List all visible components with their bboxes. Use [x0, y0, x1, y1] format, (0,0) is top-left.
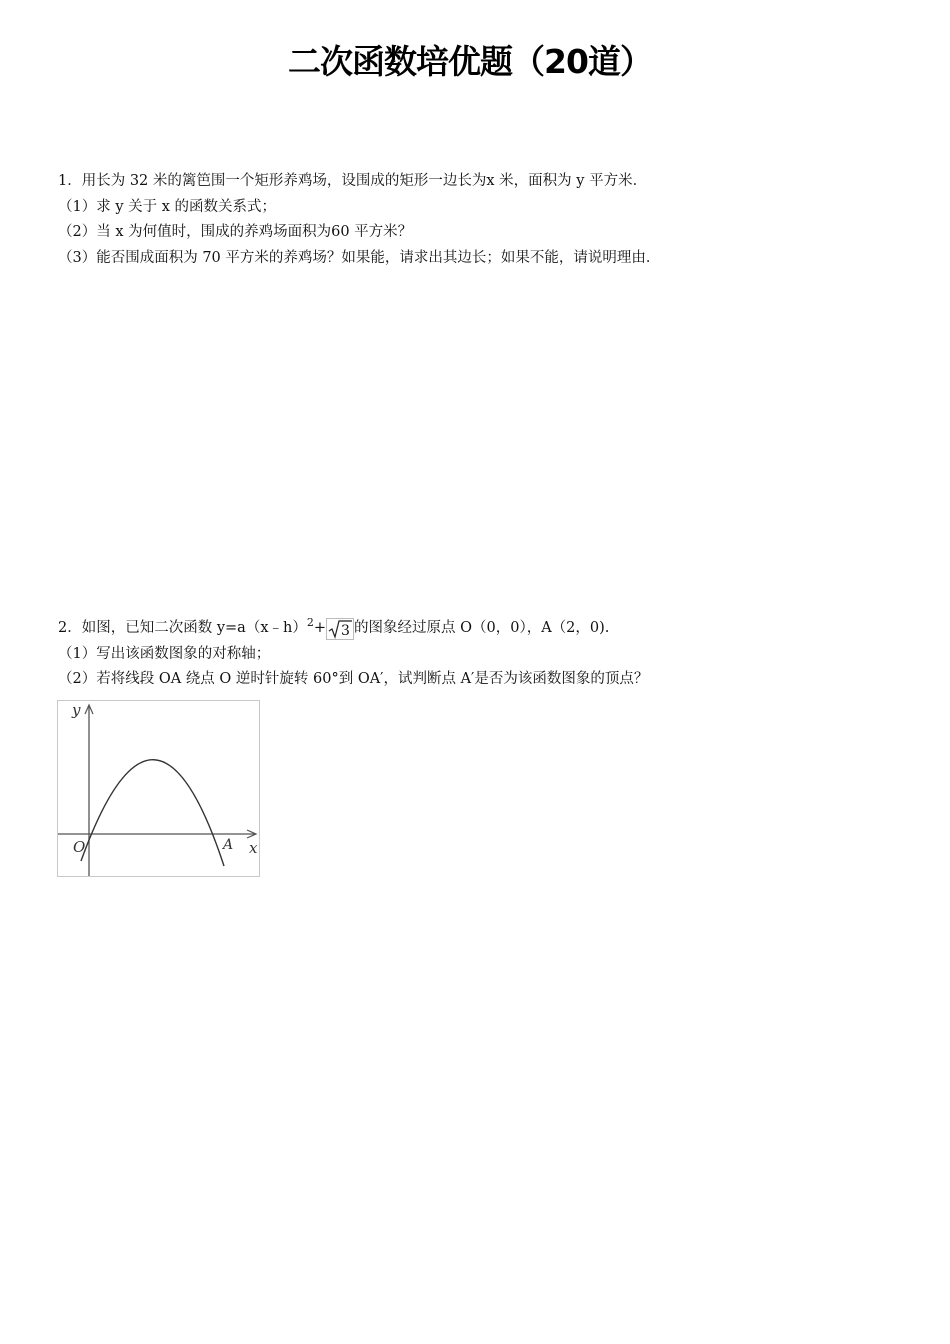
point-a-label: A: [223, 837, 234, 853]
radicand: 3: [341, 623, 350, 639]
question-2-part-1: （1）写出该函数图象的对称轴；: [58, 645, 271, 662]
question-1: [58, 169, 660, 271]
origin-label: O: [73, 838, 86, 856]
question-1-part-2: （2）当 x 为何值时，围成的养鸡场面积为60 平方米？: [58, 224, 413, 240]
document-title: 二次函数培优题（20道）: [288, 42, 652, 81]
parabola-graph: [58, 701, 259, 876]
question-1-part-3: （3）能否围成面积为 70 平方米的养鸡场？如果能，请求出其边长；如果不能，请说明理由．: [58, 249, 661, 266]
stem-prefix: 2．如图，已知二次函数 y=a（x﹣h）: [58, 620, 307, 636]
exponent: 2: [306, 616, 314, 629]
y-axis-label: y: [72, 701, 81, 719]
question-1-stem: 1．用长为 32 米的篱笆围一个矩形养鸡场，设围成的矩形一边长为x 米，面积为 y 平方米．: [58, 173, 648, 189]
question-2: [58, 616, 648, 693]
sqrt-icon: [326, 618, 354, 640]
parabola-curve: [81, 760, 224, 866]
sqrt-expression: [326, 617, 354, 643]
question-1-part-1: （1）求 y 关于 x 的函数关系式；: [58, 198, 277, 215]
question-2-stem: [58, 616, 648, 642]
question-2-part-2: （2）若将线段 OA 绕点 O 逆时针旋转 60°到 OA′，试判断点 A′是否为该函数图象的顶点？: [58, 671, 649, 687]
plus-sign: +: [313, 620, 326, 636]
x-axis-label: x: [249, 839, 258, 857]
stem-suffix: 的图象经过原点 O（0，0），A（2，0).: [354, 620, 610, 636]
parabola-figure: [57, 700, 260, 877]
